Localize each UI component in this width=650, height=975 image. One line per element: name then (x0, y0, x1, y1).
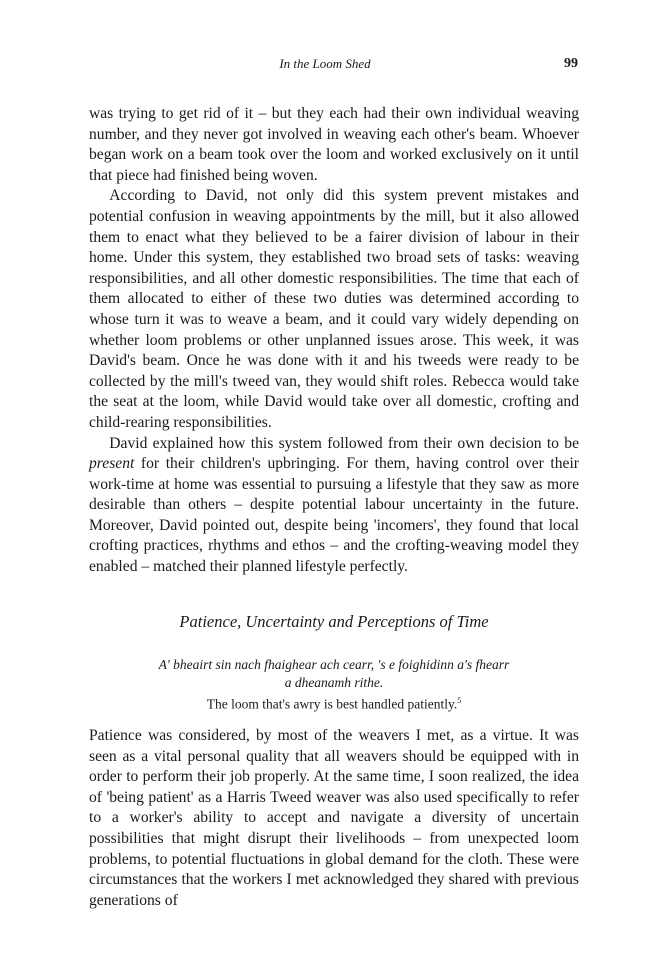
epigraph-gaelic-line-2: a dheanamh rithe. (284, 675, 384, 690)
paragraph-text: David explained how this system followed from their own decision to be (109, 434, 579, 452)
epigraph-gaelic-line-1: A' bheairt sin nach fhaighear ach cearr, 's e foighidinn a's fhearr (158, 657, 510, 672)
section-heading: Patience, Uncertainty and Perceptions of Time (179, 612, 489, 631)
page-number: 99 (564, 56, 578, 71)
footnote-reference[interactable]: 5 (457, 696, 462, 705)
body-text (89, 104, 579, 578)
running-head (0, 56, 650, 76)
epigraph (89, 656, 579, 714)
paragraph-text: for their children's upbringing. For them, having control over their work-time at home was essential to pursuing a lifestyle that they saw as more desirable than others – despite potential labour uncertainty in the future. Moreover, David pointed out, despite being 'incomers', they found that local crofting practices, rhythms and ethos – and the crofting-weaving model they enabled – matched their planned lifestyle perfectly. (89, 455, 579, 576)
paragraph (89, 434, 579, 578)
emphasis: present (89, 455, 135, 473)
paragraph: According to David, not only did this system prevent mistakes and potential confusion in weaving appointments by the mill, but it also allowed them to enact what they believed to be a fairer division of labour in their home. Under this system, they established two broad sets of tasks: weaving responsibilities, and all other domestic responsibilities. The time that each of them allocated to either of these two duties was determined according to whose turn it was to weave a beam, and it could vary widely depending on whether loom problems or other unplanned issues arose. This week, it was David's beam. Once he was done with it and his tweeds were ready to be collected by the mill's tweed van, they would shift roles. Rebecca would take the seat at the loom, while David would take over all domestic, crofting and child-rearing responsibilities. (89, 187, 579, 431)
paragraph: Patience was considered, by most of the weavers I met, as a virtue. It was seen as a vital personal quality that all weavers should be equipped with in order to perform their job properly. At the same time, I soon realized, the idea of 'being patient' as a Harris Tweed weaver was also used specifically to refer to a worker's ability to accept and navigate a diversity of uncertain possibilities that might disrupt their livelihoods – from unexpected loom problems, to potential fluctuations in global demand for the cloth. These were circumstances that the workers I met acknowledged they shared with previous generations of (89, 727, 579, 909)
paragraph: was trying to get rid of it – but they each had their own individual weaving number, and they never got involved in weaving each other's beam. Whoever began work on a beam took over the loom and worked exclusively on it until that piece had finished being woven. (89, 105, 579, 184)
epigraph-english: The loom that's awry is best handled patiently. (206, 696, 458, 712)
running-title: In the Loom Shed (279, 56, 371, 71)
body-text-section (89, 726, 579, 911)
epigraph-translation (89, 692, 579, 714)
